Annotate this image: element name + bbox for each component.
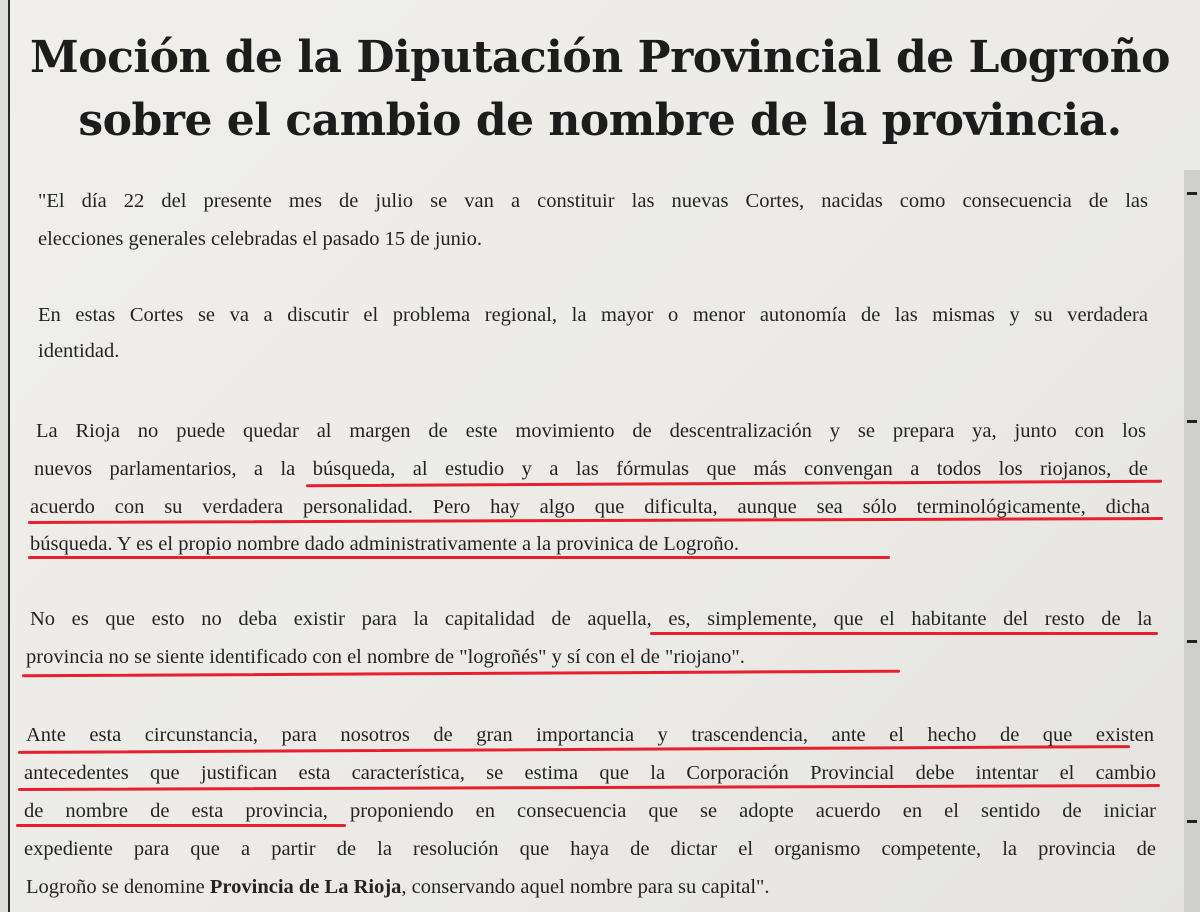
bold-province-name: Provincia de La Rioja bbox=[209, 876, 402, 898]
red-underline bbox=[650, 632, 1158, 635]
paragraph-2-line-2: identidad. bbox=[38, 340, 120, 362]
paragraph-5-line-1: Ante esta circunstancia, para nosotros de gran importancia y trascendencia, ante el hecho de que existen bbox=[26, 724, 1154, 746]
page-edge bbox=[1184, 170, 1200, 912]
red-underline bbox=[28, 556, 890, 559]
last-line-text-before: Logroño se denomine bbox=[26, 876, 210, 898]
paragraph-5-line-2: antecedentes que justifican esta característica, se estima que la Corporación Provincial debe intentar el cambio bbox=[24, 762, 1156, 784]
document-title-line-1: Moción de la Diputación Provincial de Logroño bbox=[30, 32, 1170, 83]
edge-mark bbox=[1187, 640, 1197, 643]
paragraph-3-line-4: búsqueda. Y es el propio nombre dado administrativamente a la provinica de Logroño. bbox=[30, 533, 739, 555]
red-underline bbox=[16, 824, 346, 827]
paragraph-3-line-1: La Rioja no puede quedar al margen de este movimiento de descentralización y se prepara ya, junto con los bbox=[36, 420, 1146, 442]
paragraph-3-line-3: acuerdo con su verdadera personalidad. Pero hay algo que dificulta, aunque sea sólo terminológicamente, dicha bbox=[30, 496, 1150, 518]
last-line-text-after: , conservando aquel nombre para su capital". bbox=[401, 876, 770, 898]
paragraph-5-line-5 bbox=[26, 874, 770, 900]
document-title-line-2: sobre el cambio de nombre de la provincia. bbox=[78, 95, 1122, 146]
edge-mark bbox=[1187, 820, 1197, 823]
paragraph-5-line-4: expediente para que a partir de la resolución que haya de dictar el organismo competente, la provincia de bbox=[24, 838, 1156, 860]
paragraph-1-line-2: elecciones generales celebradas el pasado 15 de junio. bbox=[38, 228, 482, 250]
edge-mark bbox=[1187, 192, 1197, 195]
paragraph-5-line-3: de nombre de esta provincia, proponiendo en consecuencia que se adopte acuerdo en el sentido de iniciar bbox=[24, 800, 1156, 822]
paragraph-4-line-1: No es que esto no deba existir para la capitalidad de aquella, es, simplemente, que el habitante del resto de la bbox=[30, 608, 1152, 630]
paragraph-3-line-2: nuevos parlamentarios, a la búsqueda, al estudio y a las fórmulas que más convengan a todos los riojanos, de bbox=[34, 458, 1148, 480]
edge-mark bbox=[1187, 420, 1197, 423]
paragraph-4-line-2: provincia no se siente identificado con el nombre de "logroñés" y sí con el de "riojano". bbox=[26, 646, 745, 668]
paragraph-1-line-1: "El día 22 del presente mes de julio se van a constituir las nuevas Cortes, nacidas como consecuencia de las bbox=[38, 190, 1148, 212]
paragraph-2-line-1: En estas Cortes se va a discutir el problema regional, la mayor o menor autonomía de las mismas y su verdadera bbox=[38, 304, 1148, 326]
